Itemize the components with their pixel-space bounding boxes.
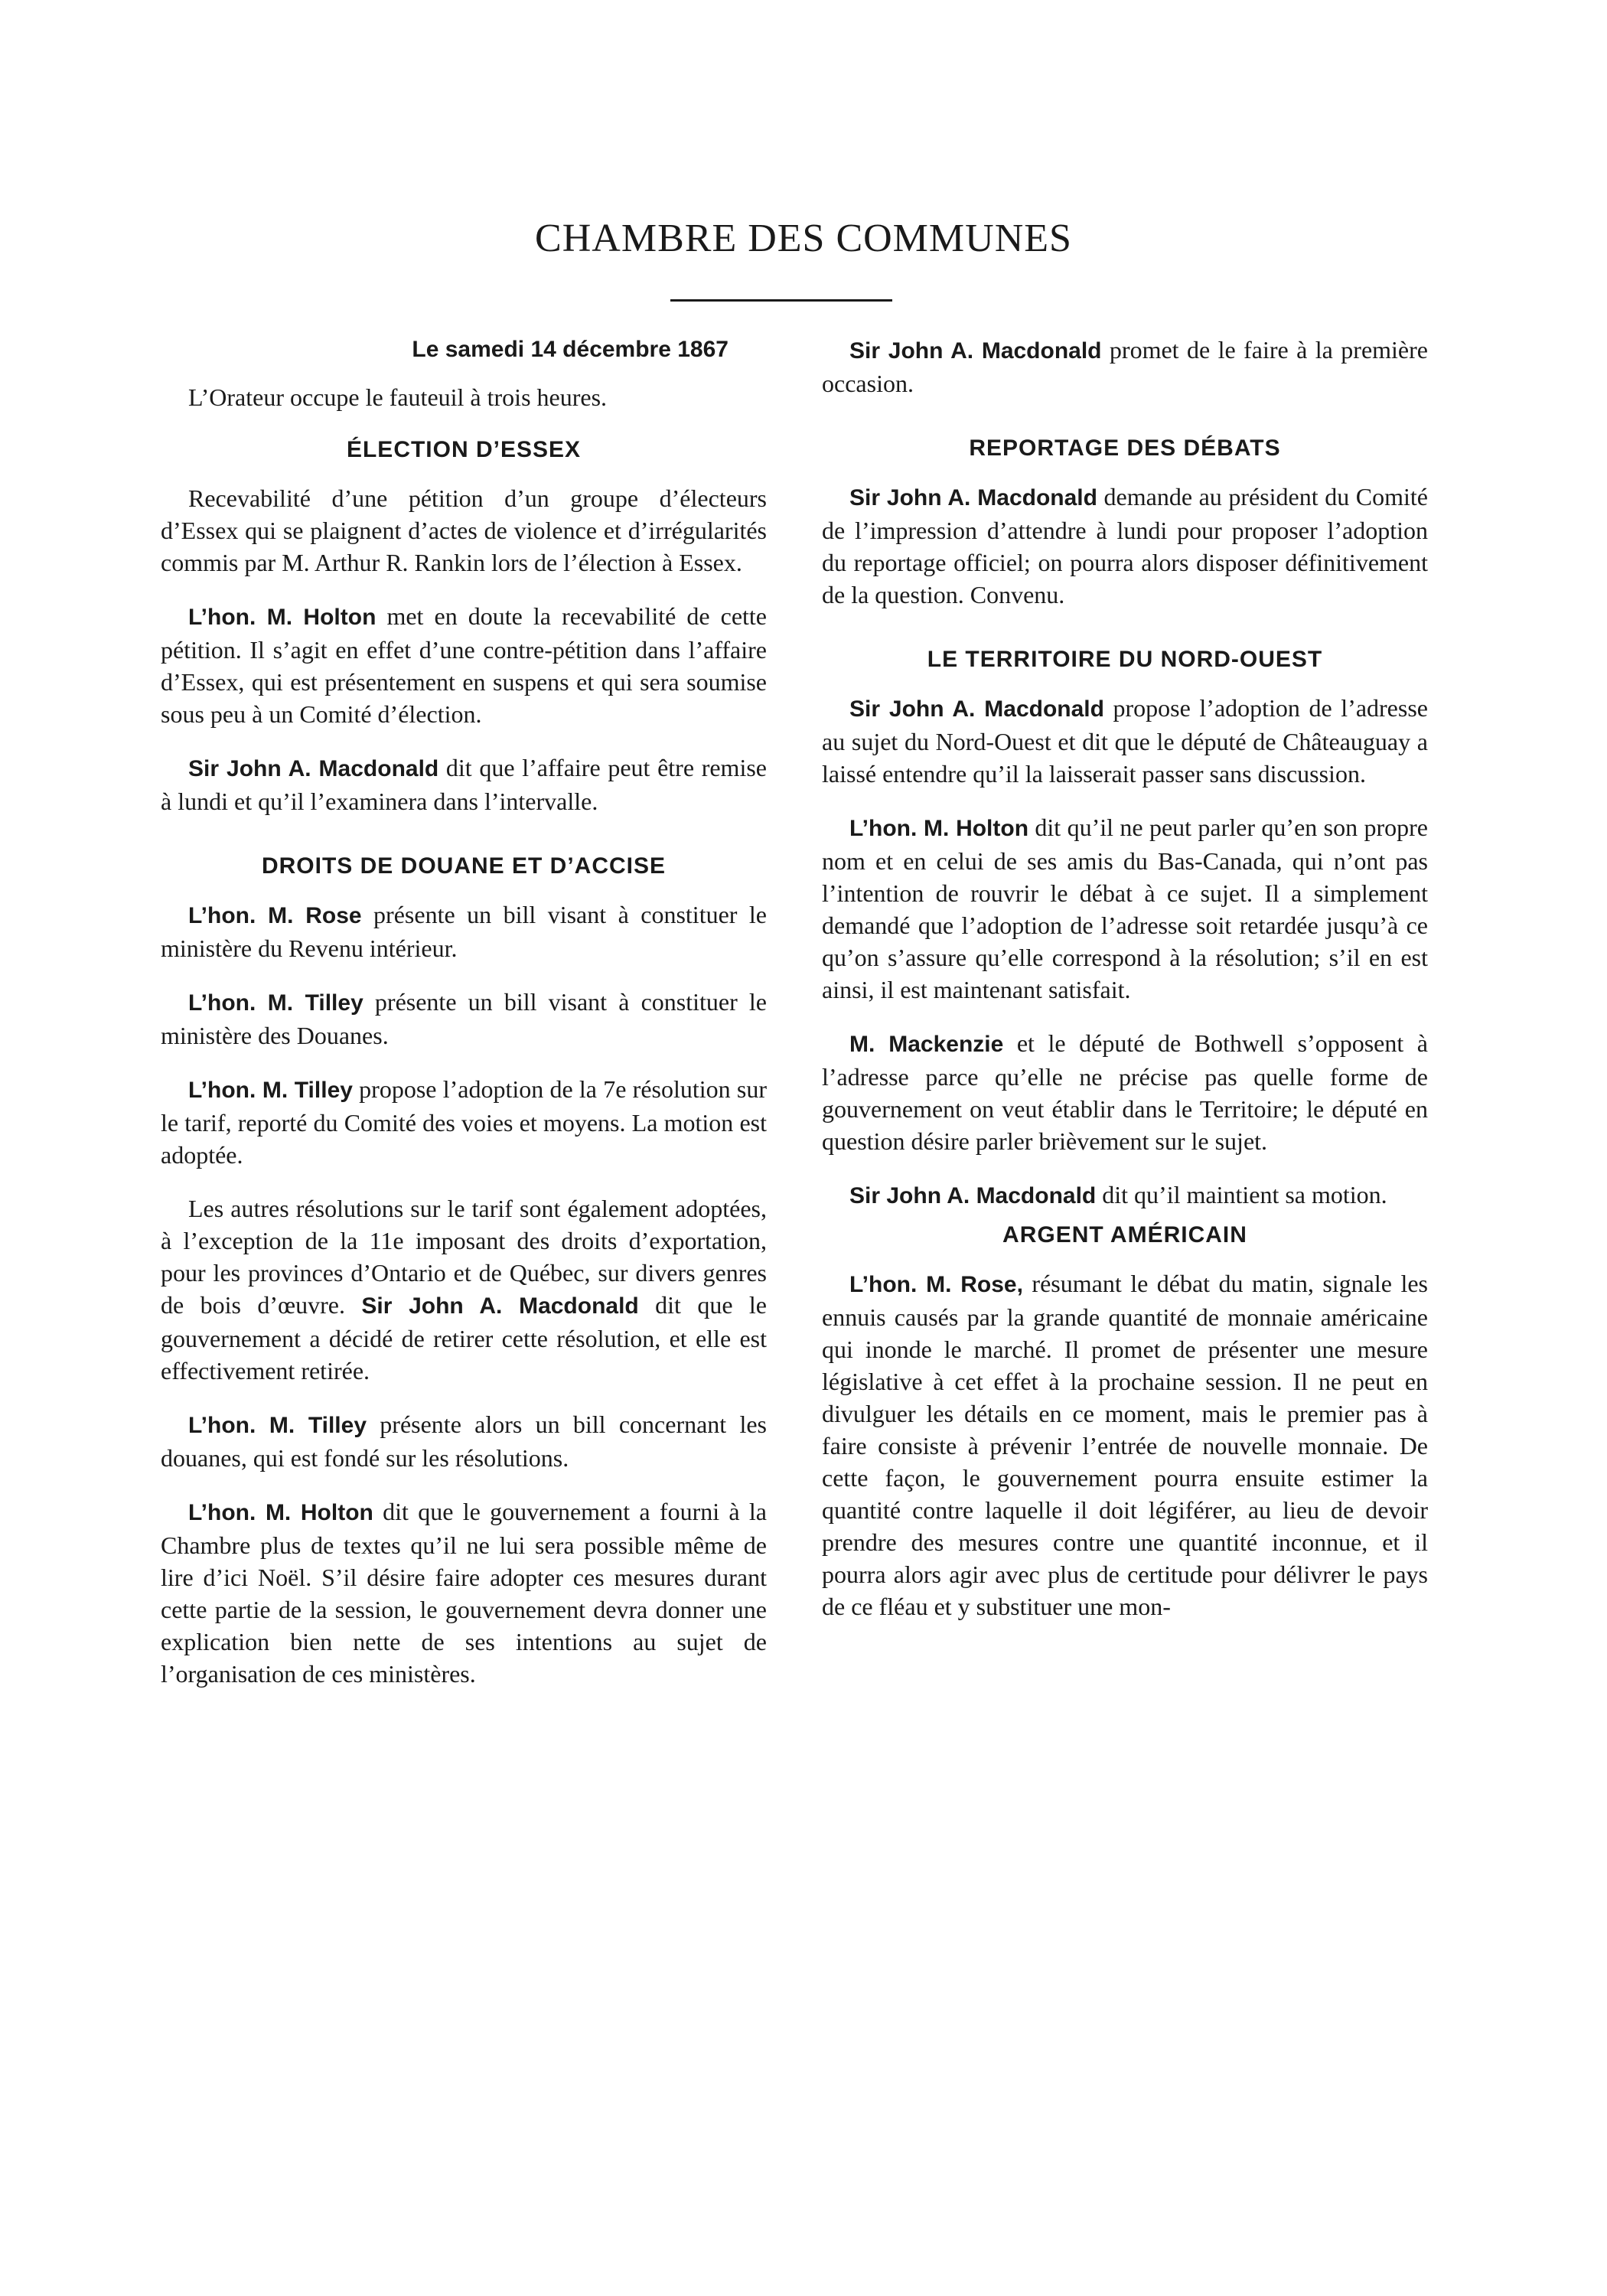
left-column [161,334,767,1711]
speaker-name: L’hon. M. Tilley [188,1078,353,1103]
speaker-name: L’hon. M. Holton [188,605,376,630]
paragraph-text: demande au président du Comité de l’impression d’attendre à lundi pour proposer l’adoption du reportage officiel; on pourra alors disposer définitivement de la question. Convenu. [822,483,1428,608]
paragraph [161,1073,767,1171]
paragraph-text: dit que le gouvernement a décidé de retirer cette résolution, et elle est effectivement retirée. [161,1291,768,1384]
sitting-date: Le samedi 14 décembre 1867 [412,337,729,362]
paragraph-text: présente un bill visant à constituer le ministère du Revenu intérieur. [161,901,768,962]
paragraph-text: dit que l’affaire peut être remise à lundi et qu’il l’examinera dans l’intervalle. [161,754,767,815]
paragraph [161,1192,767,1387]
paragraph [822,481,1428,611]
paragraph [161,986,767,1052]
paragraph [161,752,767,817]
paragraph-text: propose l’adoption de l’adresse au sujet du Nord-Ouest et dit que le député de Châteauguay a laissé entendre qu’il la laisserait passer sans discussion. [822,694,1428,788]
speaker-name: M. Mackenzie [849,1032,1004,1057]
speaker-name: L’hon. M. Tilley [188,1413,367,1438]
paragraph [822,811,1428,1006]
paragraph [822,1027,1428,1157]
paragraph-text: et le député de Bothwell s’opposent à l’adresse parce qu’elle ne précise pas quelle forme de gouvernement on veut établir dans le Territoire; le député en question désire parler brièvement sur le sujet. [822,1029,1429,1155]
heading-election-essex: ÉLECTION D’ESSEX [346,437,582,462]
speaker-name: L’hon. M. Rose [188,903,362,928]
page-title: CHAMBRE DES COMMUNES [535,217,1072,260]
paragraph [822,334,1428,400]
opening-paragraph: L’Orateur occupe le fauteuil à trois heures. [188,383,608,411]
paragraph [161,1495,767,1690]
heading-droits-douane: DROITS DE DOUANE ET D’ACCISE [261,853,667,879]
speaker-name: Sir John A. Macdonald [188,756,439,781]
paragraph-text: résumant le débat du matin, signale les ennuis causés par la grande quantité de monnaie américaine qui inonde le marché. Il promet de présenter une mesure législative à cet effet à la prochaine session. Il ne peut en divulguer les détails en ce moment, mais le premier pas à faire consiste à prévenir l’entrée de nouvelle monnaie. De cette façon, le gouvernement pourra ensuite estimer la quantité contre laquelle il doit légiférer, au lieu de devoir prendre des mesures contre une quantité inconnue, et il pourra alors agir avec plus de certitude pour délivrer le pays de ce fléau et y substituer une mon- [822,1270,1428,1620]
heading-reportage-debats: REPORTAGE DES DÉBATS [969,435,1281,461]
speaker-name: L’hon. M. Holton [188,1500,373,1525]
speaker-name: Sir John A. Macdonald [849,696,1104,722]
paragraph-text: dit qu’il maintient sa motion. [1096,1181,1387,1208]
paragraph-text: Les autres résolutions sur le tarif sont également adoptées, à l’exception de la 11e imposant des droits d’exportation, pour les provinces d’Ontario et de Québec, sur divers genres de bois d’œuvre. [161,1195,767,1319]
paragraph [161,600,767,730]
title-rule [670,299,892,302]
speaker-name: Sir John A. Macdonald [361,1293,639,1319]
paragraph-text: présente alors un bill concernant les douanes, qui est fondé sur les résolutions. [161,1411,768,1472]
paragraph [822,1267,1428,1623]
speaker-name: Sir John A. Macdonald [849,1183,1097,1208]
heading-argent-americain: ARGENT AMÉRICAIN [1002,1222,1247,1247]
paragraph: Recevabilité d’une pétition d’un groupe d’électeurs d’Essex qui se plaignent d’actes de violence et d’irrégularités commis par M. Arthur R. Rankin lors de l’élection à Essex. [161,484,767,576]
paragraph-text: propose l’adoption de la 7e résolution sur le tarif, reporté du Comité des voies et moyens. La motion est adoptée. [161,1075,768,1169]
speaker-name: Sir John A. Macdonald [849,338,1102,364]
paragraph [822,1179,1428,1212]
paragraph-text: promet de le faire à la première occasion. [822,336,1428,397]
speaker-name: Sir John A. Macdonald [849,485,1097,510]
paragraph-text: dit que le gouvernement a fourni à la Chambre plus de textes qu’il ne lui sera possible même de lire d’ici Noël. S’il désire faire adopter ces mesures durant cette partie de la session, le gouvernement devra donner une explication bien nette de ses intentions au sujet de l’organisation de ces ministères. [161,1498,767,1688]
right-column [822,334,1428,1644]
heading-territoire-nord-ouest: LE TERRITOIRE DU NORD-OUEST [927,647,1323,672]
paragraph [161,899,767,964]
paragraph-text: met en doute la recevabilité de cette pétition. Il s’agit en effet d’une contre-pétition dans l’affaire d’Essex, qui est présentement en suspens et qui sera soumise sous peu à un Comité d’élection. [161,602,768,728]
paragraph-text: dit qu’il ne peut parler qu’en son propre nom et en celui de ses amis du Bas-Canada, qui n’ont pas l’intention de rouvrir le débat à ce sujet. Il a simplement demandé que l’adoption de l’adresse soit retardée jusqu’à ce qu’on s’assure qu’elle correspond à la résolution; s’il en est ainsi, il est maintenant satisfait. [822,814,1428,1003]
paragraph [822,692,1428,790]
speaker-name: L’hon. M. Rose, [849,1272,1023,1297]
paragraph-text: présente un bill visant à constituer le ministère des Douanes. [161,988,768,1049]
speaker-name: L’hon. M. Tilley [188,990,363,1016]
paragraph [161,1408,767,1474]
speaker-name: L’hon. M. Holton [849,816,1029,841]
